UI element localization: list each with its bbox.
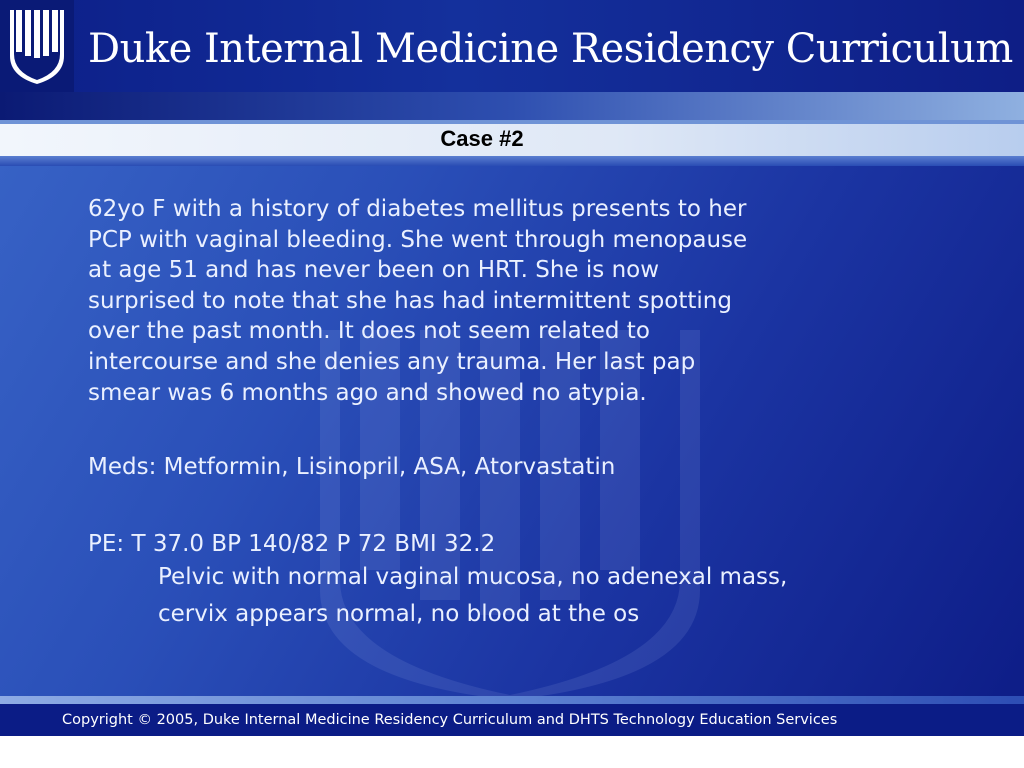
slide-title: Duke Internal Medicine Residency Curriculum <box>88 26 1013 72</box>
history-line: at age 51 and has never been on HRT. She is now <box>88 257 660 284</box>
pe-vitals-line: PE: T 37.0 BP 140/82 P 72 BMI 32.2 <box>88 530 496 557</box>
logo-box <box>0 0 74 92</box>
history-line: PCP with vaginal bleeding. She went through menopause <box>88 226 748 253</box>
case-content <box>88 194 968 633</box>
duke-shield-icon <box>6 6 68 86</box>
history-line: over the past month. It does not seem related to <box>88 318 650 345</box>
history-line: smear was 6 months ago and showed no atypia. <box>88 379 647 406</box>
pe-detail-line: Pelvic with normal vaginal mucosa, no adenexal mass, <box>158 564 788 591</box>
meds-line: Meds: Metformin, Lisinopril, ASA, Atorvastatin <box>88 454 616 481</box>
footer-stripe <box>0 696 1024 704</box>
footer-band <box>0 704 1024 736</box>
case-title: Case #2 <box>440 126 524 151</box>
history-line: surprised to note that she has had intermittent spotting <box>88 287 732 314</box>
history-line: intercourse and she denies any trauma. Her last pap <box>88 348 696 375</box>
footer-copyright: Copyright © 2005, Duke Internal Medicine Residency Curriculum and DHTS Technology Education Services <box>62 712 838 728</box>
history-line: 62yo F with a history of diabetes mellitus presents to her <box>88 196 747 222</box>
pe-detail-line: cervix appears normal, no blood at the os <box>158 601 640 628</box>
subtitle-underline <box>0 156 1024 166</box>
header-stripe <box>0 92 1024 120</box>
history-paragraph <box>88 194 968 408</box>
